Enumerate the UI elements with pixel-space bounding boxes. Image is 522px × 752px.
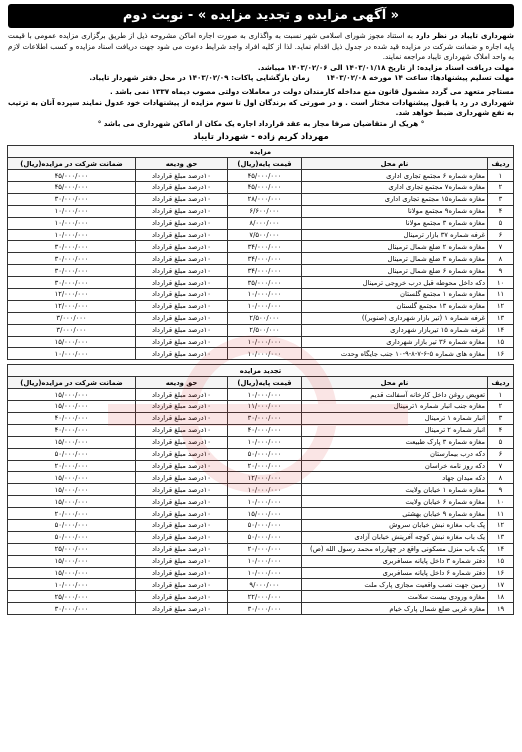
header-row-number: ردیف [488,158,514,170]
table-row [7,217,513,229]
row-number: ۷ [488,460,514,472]
guarantee: ۲۵/۰۰۰/۰۰۰ [7,543,135,555]
table-row [7,412,513,424]
place-name: دکه میدان جهاد [302,472,488,484]
guarantee: ۱۵/۰۰۰/۰۰۰ [7,336,135,348]
place-name: دکه روز نامه خراسان [302,460,488,472]
deposit: ۱۰درصد مبلغ قرارداد [136,472,228,484]
guarantee: ۳۰/۰۰۰/۰۰۰ [7,241,135,253]
deposit: ۱۰درصد مبلغ قرارداد [136,265,228,277]
receive-deadline: مهلت دریافت اسناد مزایده: از تاریخ ۱۴۰۳/۰۱/۱۸ الی ۱۴۰۳/۰۲/۰۶ میباشد. [257,62,514,72]
base-price: ۴۵/۰۰۰/۰۰۰ [228,170,302,182]
guarantee: ۱۰/۰۰۰/۰۰۰ [7,579,135,591]
row-number: ۱۴ [488,543,514,555]
place-name: مغازه های شماره ۵-۶-۷-۸-۹-۱۰ جنب جایگاه وحدت [302,348,488,360]
deposit: ۱۰درصد مبلغ قرارداد [136,253,228,265]
table-row [7,253,513,265]
section-title-row [7,146,513,158]
guarantee: ۱۵/۰۰۰/۰۰۰ [7,567,135,579]
row-number: ۳ [488,412,514,424]
deposit: ۱۰درصد مبلغ قرارداد [136,412,228,424]
base-price: ۶/۶۰۰/۰۰۰ [228,205,302,217]
row-number: ۱۲ [488,300,514,312]
place-name: غرفه شماره ۱۵ تیربازار شهرداری [302,324,488,336]
guarantee: ۳۰/۰۰۰/۰۰۰ [7,253,135,265]
base-price: ۱۰/۰۰۰/۰۰۰ [228,336,302,348]
table-row [7,277,513,289]
guarantee: ۴۰/۰۰۰/۰۰۰ [7,412,135,424]
deposit: ۱۰درصد مبلغ قرارداد [136,519,228,531]
row-number: ۳ [488,193,514,205]
notice-page [8,4,514,615]
guarantee: ۱۵/۰۰۰/۰۰۰ [7,401,135,413]
guarantee: ۳۰/۰۰۰/۰۰۰ [7,603,135,615]
place-name: مغازه شماره۱۵ مجتمع تجاری اداری [302,193,488,205]
table-row [7,531,513,543]
dates-block [8,63,514,84]
guarantee: ۲۰/۰۰۰/۰۰۰ [7,508,135,520]
base-price: ۸/۰۰۰/۰۰۰ [228,217,302,229]
place-name: مغازه شماره ۹ خیابان بهشتی [302,508,488,520]
table-row [7,312,513,324]
notice-title: « آگهی مزایده و تجدید مزایده » - نوبت دوم [8,4,514,28]
base-price: ۱۰/۰۰۰/۰۰۰ [228,567,302,579]
table-row [7,436,513,448]
table-row [7,170,513,182]
row-number: ۱۴ [488,324,514,336]
base-price: ۱۰/۰۰۰/۰۰۰ [228,348,302,360]
row-number: ۱ [488,389,514,401]
deposit: ۱۰درصد مبلغ قرارداد [136,241,228,253]
table-row [7,496,513,508]
deposit: ۱۰درصد مبلغ قرارداد [136,460,228,472]
row-number: ۶ [488,229,514,241]
row-number: ۱۸ [488,591,514,603]
place-name: مغازه شماره ۳۶ تیر بازار شهرداری [302,336,488,348]
place-name: مغازه شماره ۳ ضلع شمال ترمینال [302,253,488,265]
table-row [7,348,513,360]
table-row [7,519,513,531]
base-price: ۵۰/۰۰۰/۰۰۰ [228,519,302,531]
guarantee: ۱۵/۰۰۰/۰۰۰ [7,472,135,484]
row-number: ۲ [488,182,514,194]
header-deposit: حق ودیعه [136,377,228,389]
guarantee: ۵۰/۰۰۰/۰۰۰ [7,448,135,460]
base-price: ۲/۵۰۰/۰۰۰ [228,312,302,324]
table-row [7,300,513,312]
base-price: ۲۰/۰۰۰/۰۰۰ [228,460,302,472]
header-row-number: ردیف [488,377,514,389]
table-row [7,591,513,603]
guarantee: ۴۵/۰۰۰/۰۰۰ [7,170,135,182]
deposit: ۱۰درصد مبلغ قرارداد [136,336,228,348]
deposit: ۱۰درصد مبلغ قرارداد [136,496,228,508]
header-price: قیمت پایه(ریال) [228,158,302,170]
guarantee: ۳۰/۰۰۰/۰۰۰ [7,277,135,289]
row-number: ۱۱ [488,289,514,301]
table-row [7,205,513,217]
row-number: ۶ [488,448,514,460]
guarantee: ۳/۰۰۰/۰۰۰ [7,312,135,324]
place-name: انبار شماره ۱ ترمینال [302,412,488,424]
base-price: ۱۰/۰۰۰/۰۰۰ [228,484,302,496]
deposit: ۱۰درصد مبلغ قرارداد [136,424,228,436]
row-number: ۱۵ [488,336,514,348]
table-row [7,182,513,194]
deposit: ۱۰درصد مبلغ قرارداد [136,603,228,615]
deposit: ۱۰درصد مبلغ قرارداد [136,205,228,217]
base-price: ۴۰/۰۰۰/۰۰۰ [228,424,302,436]
place-name: مغازه شماره ۶ مجتمع تجاری اداری [302,170,488,182]
place-name: دفتر شماره ۶ داخل پایانه مسافربری [302,567,488,579]
place-name: مغازه شماره ۱ مجتمع گلستان [302,289,488,301]
table-row [7,555,513,567]
table-row [7,543,513,555]
place-name: غرفه شماره ۳۷ بازار ترمینال [302,229,488,241]
place-name: مغازه شماره ۶ ضلع شمال ترمینال [302,265,488,277]
header-guarantee: ضمانت شرکت در مزایده(ریال) [7,377,135,389]
submit-deadline: مهلت تسلیم پیشنهادها: ساعت ۱۴ مورخه ۱۴۰۳/۰۲/۰۸ [326,73,514,83]
base-price: ۲۲/۰۰۰/۰۰۰ [228,591,302,603]
auction-table-body [7,146,513,615]
base-price: ۴۵/۰۰۰/۰۰۰ [228,182,302,194]
base-price: ۳۴/۰۰۰/۰۰۰ [228,253,302,265]
place-name: مغازه شماره۷ مجتمع تجاری اداری [302,182,488,194]
base-price: ۱۰/۰۰۰/۰۰۰ [228,496,302,508]
table-row [7,401,513,413]
place-name: زمین جهت نصب واقعیت مجازی پارک ملت [302,579,488,591]
row-number: ۱۰ [488,277,514,289]
deposit: ۱۰درصد مبلغ قرارداد [136,300,228,312]
deposit: ۱۰درصد مبلغ قرارداد [136,555,228,567]
base-price: ۲۸/۰۰۰/۰۰۰ [228,193,302,205]
place-name: دفتر شماره ۳ داخل پایانه مسافربری [302,555,488,567]
condition-3: ° هریک از متقاضیان صرفا مجاز به عقد قرارداد اجاره یک مکان از اماکن شهرداری می باشد ° [97,118,425,128]
base-price: ۱۰/۰۰۰/۰۰۰ [228,289,302,301]
guarantee: ۱۵/۰۰۰/۰۰۰ [7,436,135,448]
guarantee: ۱۵/۰۰۰/۰۰۰ [7,389,135,401]
place-name: انبار شماره ۲ ترمینال [302,424,488,436]
table-row [7,389,513,401]
base-price: ۱۰/۰۰۰/۰۰۰ [228,389,302,401]
base-price: ۳۰/۰۰۰/۰۰۰ [228,412,302,424]
table-row [7,448,513,460]
place-name: مغازه شماره ۱ خیابان ولایت [302,484,488,496]
guarantee: ۴۰/۰۰۰/۰۰۰ [7,424,135,436]
place-name: مغازه غربی ضلع شمال پارک خیام [302,603,488,615]
row-number: ۵ [488,217,514,229]
base-price: ۱۰/۰۰۰/۰۰۰ [228,436,302,448]
table-row [7,460,513,472]
deposit: ۱۰درصد مبلغ قرارداد [136,531,228,543]
header-row [7,377,513,389]
header-guarantee: ضمانت شرکت در مزایده(ریال) [7,158,135,170]
deposit: ۱۰درصد مبلغ قرارداد [136,591,228,603]
guarantee: ۱۰/۰۰۰/۰۰۰ [7,229,135,241]
table-row [7,229,513,241]
row-number: ۸ [488,253,514,265]
table-row [7,289,513,301]
deposit: ۱۰درصد مبلغ قرارداد [136,324,228,336]
deposit: ۱۰درصد مبلغ قرارداد [136,289,228,301]
deposit: ۱۰درصد مبلغ قرارداد [136,543,228,555]
guarantee: ۱۰/۰۰۰/۰۰۰ [7,205,135,217]
submit-opening-row [8,73,514,84]
place-name: مغازه شماره ۱۳ مجتمع گلستان [302,300,488,312]
guarantee: ۱۵/۰۰۰/۰۰۰ [7,496,135,508]
table-row [7,324,513,336]
table-row [7,336,513,348]
place-name: مغازه جنب انبار شماره ۱ترمینال [302,401,488,413]
table-row [7,579,513,591]
signature: مهرداد کریم زاده - شهردار تایباد [193,132,329,143]
base-price: ۵۰/۰۰۰/۰۰۰ [228,531,302,543]
base-price: ۱۰/۰۰۰/۰۰۰ [228,555,302,567]
deposit: ۱۰درصد مبلغ قرارداد [136,182,228,194]
base-price: ۵۰/۰۰۰/۰۰۰ [228,448,302,460]
base-price: ۲/۵۰۰/۰۰۰ [228,324,302,336]
deposit: ۱۰درصد مبلغ قرارداد [136,312,228,324]
row-number: ۱۶ [488,567,514,579]
place-name: یک باب مغازه نبش کوچه آفرینش خیابان آزادی [302,531,488,543]
row-number: ۱۰ [488,496,514,508]
row-number: ۱۹ [488,603,514,615]
deposit: ۱۰درصد مبلغ قرارداد [136,567,228,579]
row-number: ۷ [488,241,514,253]
table-row [7,265,513,277]
row-number: ۹ [488,484,514,496]
base-price: ۱۲/۰۰۰/۰۰۰ [228,472,302,484]
base-price: ۱۱/۰۰۰/۰۰۰ [228,401,302,413]
deposit: ۱۰درصد مبلغ قرارداد [136,448,228,460]
base-price: ۳۴/۰۰۰/۰۰۰ [228,241,302,253]
row-number: ۸ [488,472,514,484]
table-row [7,424,513,436]
place-name: پک باب مغازه نبش خیابان سروش [302,519,488,531]
row-number: ۹ [488,265,514,277]
table-row [7,603,513,615]
opening-time: زمان بازگشایی پاکات: ۱۴۰۳/۰۲/۰۹ در محل دفتر شهردار تایباد. [89,73,310,83]
section-title: مزایده [7,146,513,158]
table-row [7,508,513,520]
guarantee: ۱۵/۰۰۰/۰۰۰ [7,555,135,567]
header-price: قیمت پایه(ریال) [228,377,302,389]
table-row [7,484,513,496]
place-name: مغازه ورودی بیست سلامت [302,591,488,603]
guarantee: ۳۰/۰۰۰/۰۰۰ [7,265,135,277]
header-deposit: حق ودیعه [136,158,228,170]
guarantee: ۱۰/۰۰۰/۰۰۰ [7,348,135,360]
deposit: ۱۰درصد مبلغ قرارداد [136,277,228,289]
deposit: ۱۰درصد مبلغ قرارداد [136,170,228,182]
header-row [7,158,513,170]
guarantee: ۳۰/۰۰۰/۰۰۰ [7,193,135,205]
place-name: تعویض روغن داخل کارخانه آسفالت قدیم [302,389,488,401]
base-price: ۱۵/۰۰۰/۰۰۰ [228,508,302,520]
place-name: دکه داخل محوطه قبل درب خروجی ترمینال [302,277,488,289]
auction-table [7,145,514,615]
base-price: ۱۰/۰۰۰/۰۰۰ [228,300,302,312]
deposit: ۱۰درصد مبلغ قرارداد [136,508,228,520]
deposit: ۱۰درصد مبلغ قرارداد [136,193,228,205]
intro-body: به استناد مجوز شورای اسلامی شهر نسبت به واگذاری به صورت اجاره اماکن مشروحه ذیل از طریق برگزاری مزایده عمومی با قیمت پایه اجاره و ضمانت شرکت در مزایده قید شده در جدول ذیل اقدام نماید. لذا از کلیه افراد واجد شرایط دعوت می شود جهت دریافت اسناد مزایده و کسب اطلاعات لازم به واحد املاک شهرداری تایباد مراجعه نمایند. [8,31,514,62]
place-name: مغازه شماره ۳ پارک طبیعت [302,436,488,448]
deposit: ۱۰درصد مبلغ قرارداد [136,484,228,496]
deposit: ۱۰درصد مبلغ قرارداد [136,389,228,401]
intro-paragraph-1 [8,31,514,63]
deposit: ۱۰درصد مبلغ قرارداد [136,401,228,413]
row-number: ۱۷ [488,579,514,591]
base-price: ۷/۵۰۰/۰۰۰ [228,229,302,241]
row-number: ۴ [488,205,514,217]
row-number: ۱۶ [488,348,514,360]
place-name: یک باب منزل مسکونی واقع در چهارراه محمد رسول الله (ص) [302,543,488,555]
row-number: ۱۵ [488,555,514,567]
deposit: ۱۰درصد مبلغ قرارداد [136,217,228,229]
deposit: ۱۰درصد مبلغ قرارداد [136,436,228,448]
table-row [7,472,513,484]
base-price: ۳۵/۰۰۰/۰۰۰ [228,277,302,289]
place-name: دکه درب بیمارستان [302,448,488,460]
table-row [7,567,513,579]
guarantee: ۱۰/۰۰۰/۰۰۰ [7,217,135,229]
row-number: ۱ [488,170,514,182]
base-price: ۳۰/۰۰۰/۰۰۰ [228,603,302,615]
place-name: مغازه شماره ۳ مجتمع مولانا [302,217,488,229]
conditions-text [8,87,514,129]
row-number: ۱۳ [488,531,514,543]
guarantee: ۲۵/۰۰۰/۰۰۰ [7,591,135,603]
row-number: ۱۲ [488,519,514,531]
table-row [7,241,513,253]
base-price: ۲۰/۰۰۰/۰۰۰ [228,543,302,555]
deposit: ۱۰درصد مبلغ قرارداد [136,229,228,241]
row-number: ۴ [488,424,514,436]
base-price: ۹/۰۰۰/۰۰۰ [228,579,302,591]
place-name: مغازه شماره ۲ ضلع شمال ترمینال [302,241,488,253]
header-place: نام محل [302,158,488,170]
guarantee: ۱۵/۰۰۰/۰۰۰ [7,484,135,496]
guarantee: ۴۵/۰۰۰/۰۰۰ [7,182,135,194]
row-number: ۲ [488,401,514,413]
intro-text [8,31,514,63]
place-name: مغازه شماره۹ مجتمع مولانا [302,205,488,217]
row-number: ۱۱ [488,508,514,520]
deposit: ۱۰درصد مبلغ قرارداد [136,579,228,591]
section-title-row [7,365,513,377]
guarantee: ۱۲/۰۰۰/۰۰۰ [7,289,135,301]
header-place: نام محل [302,377,488,389]
base-price: ۳۴/۰۰۰/۰۰۰ [228,265,302,277]
guarantee: ۵۰/۰۰۰/۰۰۰ [7,531,135,543]
guarantee: ۳/۰۰۰/۰۰۰ [7,324,135,336]
table-row [7,193,513,205]
intro-lead: شهرداری تایباد در نظر دارد [415,31,514,40]
row-number: ۱۳ [488,312,514,324]
place-name: غرفه شماره ۱ (تیر بازار شهرداری (صنوبر)) [302,312,488,324]
row-number: ۵ [488,436,514,448]
guarantee: ۵۰/۰۰۰/۰۰۰ [7,519,135,531]
guarantee: ۱۲/۰۰۰/۰۰۰ [7,300,135,312]
section-title: تجدید مزایده [7,365,513,377]
condition-2: شهرداری در رد یا قبول پیشنهادات مختار است . و در صورتی که برندگان اول تا سوم مزایده از پیشنهادات خود عدول نمایند سپرده آنان به ترتیب به نفع شهرداری ضبط خواهد شد. [8,97,514,118]
deposit: ۱۰درصد مبلغ قرارداد [136,348,228,360]
place-name: مغازه شماره ۶ خیابان ولایت [302,496,488,508]
condition-1: مستاجر متعهد می گردد مشمول قانون منع مداخله کارمندان دولت در معاملات دولتی مصوب دیماه ۱۳۳۷ نمی باشد . [109,86,514,96]
guarantee: ۲۰/۰۰۰/۰۰۰ [7,460,135,472]
